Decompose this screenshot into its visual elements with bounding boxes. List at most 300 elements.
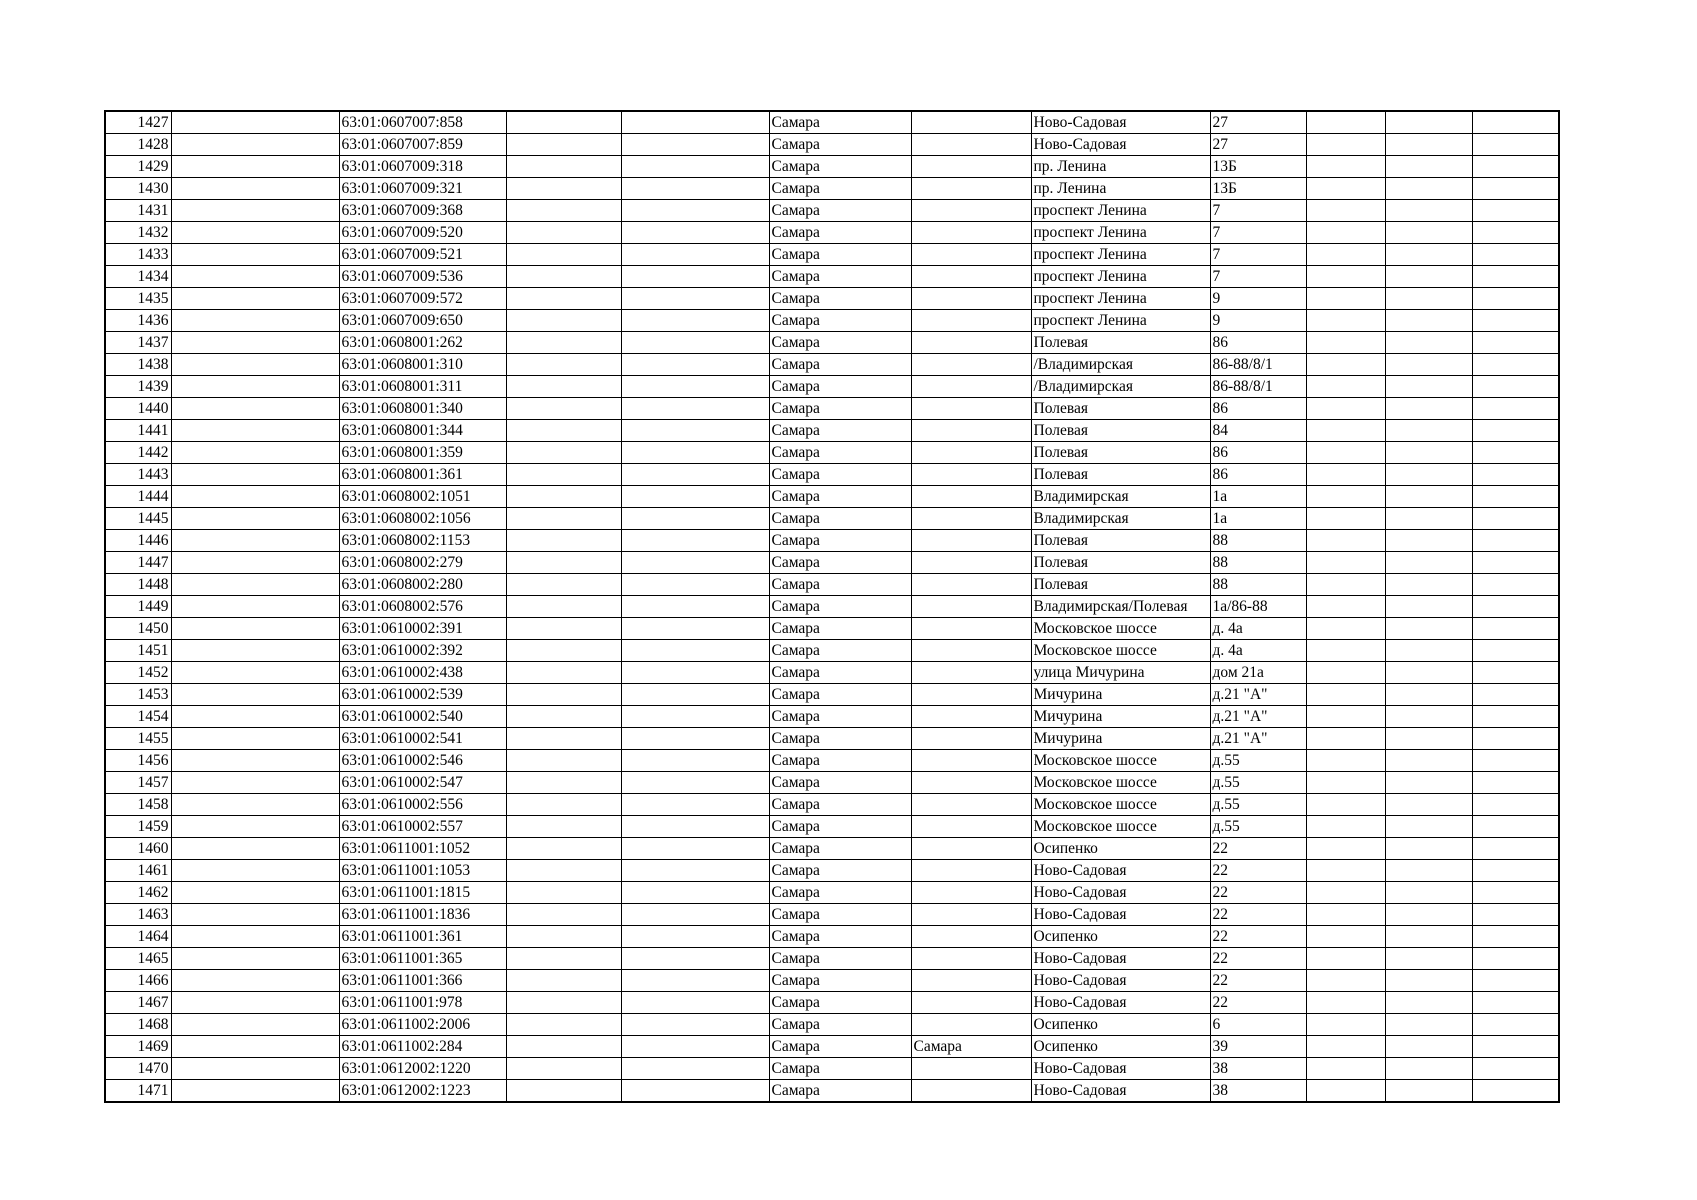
street-cell: Ново-Садовая <box>1031 948 1210 970</box>
street-cell: Полевая <box>1031 442 1210 464</box>
blank-col-10-cell <box>1306 706 1385 728</box>
street-cell: Московское шоссе <box>1031 772 1210 794</box>
blank-col-4-cell <box>506 970 621 992</box>
blank-col-2-cell <box>171 111 339 134</box>
row-number-cell: 1448 <box>105 574 171 596</box>
row-number-cell: 1459 <box>105 816 171 838</box>
row-number-cell: 1462 <box>105 882 171 904</box>
blank-col-4-cell <box>506 288 621 310</box>
blank-col-4-cell <box>506 596 621 618</box>
blank-col-12-cell <box>1472 794 1559 816</box>
house-cell: д.55 <box>1210 772 1306 794</box>
table-row <box>105 684 1559 706</box>
house-cell: 13Б <box>1210 156 1306 178</box>
locality-cell <box>911 222 1031 244</box>
blank-col-2-cell <box>171 1080 339 1103</box>
blank-col-2-cell <box>171 376 339 398</box>
blank-col-5-cell <box>621 310 769 332</box>
locality-cell <box>911 794 1031 816</box>
table-row <box>105 794 1559 816</box>
blank-col-12-cell <box>1472 816 1559 838</box>
blank-col-11-cell <box>1385 838 1472 860</box>
blank-col-10-cell <box>1306 882 1385 904</box>
cadastral-number-cell: 63:01:0610002:540 <box>339 706 506 728</box>
street-cell: Осипенко <box>1031 1036 1210 1058</box>
row-number-cell: 1447 <box>105 552 171 574</box>
blank-col-5-cell <box>621 200 769 222</box>
blank-col-11-cell <box>1385 1080 1472 1103</box>
house-cell: 13Б <box>1210 178 1306 200</box>
row-number-cell: 1464 <box>105 926 171 948</box>
blank-col-4-cell <box>506 310 621 332</box>
cadastral-number-cell: 63:01:0610002:392 <box>339 640 506 662</box>
blank-col-5-cell <box>621 332 769 354</box>
row-number-cell: 1455 <box>105 728 171 750</box>
blank-col-2-cell <box>171 486 339 508</box>
locality-cell <box>911 442 1031 464</box>
row-number-cell: 1437 <box>105 332 171 354</box>
street-cell: Владимирская <box>1031 486 1210 508</box>
house-cell: 22 <box>1210 948 1306 970</box>
row-number-cell: 1466 <box>105 970 171 992</box>
row-number-cell: 1436 <box>105 310 171 332</box>
blank-col-2-cell <box>171 596 339 618</box>
blank-col-10-cell <box>1306 640 1385 662</box>
table-row <box>105 574 1559 596</box>
cadastral-number-cell: 63:01:0610002:557 <box>339 816 506 838</box>
table-row <box>105 266 1559 288</box>
blank-col-11-cell <box>1385 794 1472 816</box>
blank-col-2-cell <box>171 442 339 464</box>
cadastral-number-cell: 63:01:0611001:365 <box>339 948 506 970</box>
house-cell: 9 <box>1210 288 1306 310</box>
street-cell: Владимирская/Полевая <box>1031 596 1210 618</box>
house-cell: 38 <box>1210 1058 1306 1080</box>
row-number-cell: 1454 <box>105 706 171 728</box>
table-row <box>105 948 1559 970</box>
blank-col-12-cell <box>1472 618 1559 640</box>
house-cell: 22 <box>1210 992 1306 1014</box>
locality-cell <box>911 310 1031 332</box>
cadastral-number-cell: 63:01:0610002:547 <box>339 772 506 794</box>
blank-col-11-cell <box>1385 288 1472 310</box>
locality-cell <box>911 1080 1031 1103</box>
cadastral-number-cell: 63:01:0611001:978 <box>339 992 506 1014</box>
row-number-cell: 1441 <box>105 420 171 442</box>
cadastral-number-cell: 63:01:0610002:556 <box>339 794 506 816</box>
blank-col-2-cell <box>171 1014 339 1036</box>
house-cell: 22 <box>1210 904 1306 926</box>
blank-col-2-cell <box>171 530 339 552</box>
table-row <box>105 398 1559 420</box>
blank-col-11-cell <box>1385 354 1472 376</box>
blank-col-4-cell <box>506 794 621 816</box>
table-row <box>105 926 1559 948</box>
blank-col-2-cell <box>171 860 339 882</box>
row-number-cell: 1471 <box>105 1080 171 1103</box>
locality-cell <box>911 574 1031 596</box>
city-cell: Самара <box>769 486 911 508</box>
blank-col-10-cell <box>1306 178 1385 200</box>
street-cell: Ново-Садовая <box>1031 882 1210 904</box>
blank-col-11-cell <box>1385 1058 1472 1080</box>
blank-col-2-cell <box>171 750 339 772</box>
locality-cell: Самара <box>911 1036 1031 1058</box>
street-cell: Осипенко <box>1031 1014 1210 1036</box>
street-cell: Ново-Садовая <box>1031 860 1210 882</box>
row-number-cell: 1446 <box>105 530 171 552</box>
blank-col-4-cell <box>506 1014 621 1036</box>
row-number-cell: 1449 <box>105 596 171 618</box>
blank-col-5-cell <box>621 684 769 706</box>
locality-cell <box>911 728 1031 750</box>
blank-col-4-cell <box>506 178 621 200</box>
blank-col-10-cell <box>1306 728 1385 750</box>
blank-col-11-cell <box>1385 992 1472 1014</box>
locality-cell <box>911 530 1031 552</box>
row-number-cell: 1461 <box>105 860 171 882</box>
house-cell: 1а <box>1210 508 1306 530</box>
city-cell: Самара <box>769 640 911 662</box>
blank-col-4-cell <box>506 1080 621 1103</box>
locality-cell <box>911 111 1031 134</box>
blank-col-5-cell <box>621 596 769 618</box>
blank-col-12-cell <box>1472 684 1559 706</box>
table-row <box>105 904 1559 926</box>
city-cell: Самара <box>769 134 911 156</box>
blank-col-5-cell <box>621 750 769 772</box>
house-cell: 88 <box>1210 552 1306 574</box>
house-cell: 22 <box>1210 926 1306 948</box>
house-cell: 22 <box>1210 838 1306 860</box>
cadastral-number-cell: 63:01:0611001:1053 <box>339 860 506 882</box>
cadastral-number-cell: 63:01:0611001:361 <box>339 926 506 948</box>
blank-col-12-cell <box>1472 134 1559 156</box>
table-row <box>105 442 1559 464</box>
blank-col-11-cell <box>1385 486 1472 508</box>
cadastral-number-cell: 63:01:0608001:361 <box>339 464 506 486</box>
table-row <box>105 816 1559 838</box>
house-cell: 88 <box>1210 530 1306 552</box>
row-number-cell: 1427 <box>105 111 171 134</box>
blank-col-4-cell <box>506 750 621 772</box>
blank-col-11-cell <box>1385 618 1472 640</box>
row-number-cell: 1457 <box>105 772 171 794</box>
street-cell: Полевая <box>1031 530 1210 552</box>
blank-col-12-cell <box>1472 178 1559 200</box>
city-cell: Самара <box>769 156 911 178</box>
table-row <box>105 310 1559 332</box>
blank-col-12-cell <box>1472 860 1559 882</box>
blank-col-5-cell <box>621 442 769 464</box>
row-number-cell: 1432 <box>105 222 171 244</box>
row-number-cell: 1469 <box>105 1036 171 1058</box>
table-row <box>105 332 1559 354</box>
street-cell: Ново-Садовая <box>1031 904 1210 926</box>
blank-col-5-cell <box>621 904 769 926</box>
city-cell: Самара <box>769 288 911 310</box>
house-cell: д.55 <box>1210 816 1306 838</box>
city-cell: Самара <box>769 618 911 640</box>
row-number-cell: 1451 <box>105 640 171 662</box>
blank-col-2-cell <box>171 156 339 178</box>
table-row <box>105 618 1559 640</box>
blank-col-11-cell <box>1385 244 1472 266</box>
cadastral-number-cell: 63:01:0611001:1052 <box>339 838 506 860</box>
table-row <box>105 970 1559 992</box>
city-cell: Самара <box>769 684 911 706</box>
street-cell: Мичурина <box>1031 728 1210 750</box>
blank-col-12-cell <box>1472 332 1559 354</box>
blank-col-2-cell <box>171 904 339 926</box>
row-number-cell: 1460 <box>105 838 171 860</box>
blank-col-5-cell <box>621 354 769 376</box>
table-row <box>105 200 1559 222</box>
blank-col-11-cell <box>1385 134 1472 156</box>
house-cell: 7 <box>1210 200 1306 222</box>
street-cell: Ново-Садовая <box>1031 134 1210 156</box>
table-row <box>105 596 1559 618</box>
blank-col-2-cell <box>171 816 339 838</box>
blank-col-4-cell <box>506 332 621 354</box>
blank-col-2-cell <box>171 1058 339 1080</box>
cadastral-number-cell: 63:01:0608001:262 <box>339 332 506 354</box>
blank-col-4-cell <box>506 838 621 860</box>
blank-col-12-cell <box>1472 772 1559 794</box>
cadastral-number-cell: 63:01:0608002:576 <box>339 596 506 618</box>
blank-col-12-cell <box>1472 970 1559 992</box>
house-cell: 86 <box>1210 442 1306 464</box>
house-cell: 38 <box>1210 1080 1306 1103</box>
city-cell: Самара <box>769 882 911 904</box>
blank-col-2-cell <box>171 332 339 354</box>
cadastral-number-cell: 63:01:0607009:368 <box>339 200 506 222</box>
blank-col-12-cell <box>1472 552 1559 574</box>
cadastral-number-cell: 63:01:0607009:520 <box>339 222 506 244</box>
blank-col-5-cell <box>621 992 769 1014</box>
blank-col-11-cell <box>1385 772 1472 794</box>
blank-col-12-cell <box>1472 1014 1559 1036</box>
locality-cell <box>911 640 1031 662</box>
blank-col-5-cell <box>621 464 769 486</box>
blank-col-2-cell <box>171 266 339 288</box>
blank-col-10-cell <box>1306 926 1385 948</box>
blank-col-2-cell <box>171 244 339 266</box>
city-cell: Самара <box>769 508 911 530</box>
cadastral-number-cell: 63:01:0607009:318 <box>339 156 506 178</box>
locality-cell <box>911 596 1031 618</box>
blank-col-4-cell <box>506 728 621 750</box>
blank-col-4-cell <box>506 706 621 728</box>
cadastral-number-cell: 63:01:0610002:391 <box>339 618 506 640</box>
table-row <box>105 838 1559 860</box>
blank-col-10-cell <box>1306 1014 1385 1036</box>
blank-col-5-cell <box>621 156 769 178</box>
blank-col-2-cell <box>171 838 339 860</box>
blank-col-10-cell <box>1306 1080 1385 1103</box>
blank-col-2-cell <box>171 728 339 750</box>
cadastral-number-cell: 63:01:0608001:340 <box>339 398 506 420</box>
blank-col-11-cell <box>1385 420 1472 442</box>
row-number-cell: 1429 <box>105 156 171 178</box>
cadastral-number-cell: 63:01:0608002:1153 <box>339 530 506 552</box>
blank-col-12-cell <box>1472 376 1559 398</box>
row-number-cell: 1434 <box>105 266 171 288</box>
locality-cell <box>911 618 1031 640</box>
table-row <box>105 552 1559 574</box>
blank-col-4-cell <box>506 508 621 530</box>
cadastral-number-cell: 63:01:0608001:310 <box>339 354 506 376</box>
blank-col-12-cell <box>1472 266 1559 288</box>
blank-col-12-cell <box>1472 596 1559 618</box>
locality-cell <box>911 772 1031 794</box>
blank-col-10-cell <box>1306 266 1385 288</box>
row-number-cell: 1456 <box>105 750 171 772</box>
city-cell: Самара <box>769 442 911 464</box>
locality-cell <box>911 706 1031 728</box>
cadastral-number-cell: 63:01:0608001:344 <box>339 420 506 442</box>
street-cell: Мичурина <box>1031 684 1210 706</box>
cadastral-number-cell: 63:01:0610002:541 <box>339 728 506 750</box>
blank-col-10-cell <box>1306 200 1385 222</box>
cadastral-number-cell: 63:01:0607007:859 <box>339 134 506 156</box>
blank-col-4-cell <box>506 156 621 178</box>
blank-col-5-cell <box>621 1036 769 1058</box>
cadastral-number-cell: 63:01:0607009:521 <box>339 244 506 266</box>
table-row <box>105 464 1559 486</box>
house-cell: 22 <box>1210 970 1306 992</box>
table-row <box>105 178 1559 200</box>
row-number-cell: 1443 <box>105 464 171 486</box>
row-number-cell: 1439 <box>105 376 171 398</box>
table-row <box>105 706 1559 728</box>
row-number-cell: 1463 <box>105 904 171 926</box>
blank-col-12-cell <box>1472 111 1559 134</box>
blank-col-5-cell <box>621 574 769 596</box>
street-cell: Владимирская <box>1031 508 1210 530</box>
locality-cell <box>911 552 1031 574</box>
blank-col-4-cell <box>506 464 621 486</box>
blank-col-12-cell <box>1472 750 1559 772</box>
street-cell: пр. Ленина <box>1031 156 1210 178</box>
blank-col-4-cell <box>506 111 621 134</box>
house-cell: 88 <box>1210 574 1306 596</box>
blank-col-11-cell <box>1385 508 1472 530</box>
locality-cell <box>911 838 1031 860</box>
blank-col-12-cell <box>1472 464 1559 486</box>
blank-col-4-cell <box>506 574 621 596</box>
street-cell: /Владимирская <box>1031 354 1210 376</box>
house-cell: д. 4а <box>1210 640 1306 662</box>
city-cell: Самара <box>769 948 911 970</box>
city-cell: Самара <box>769 816 911 838</box>
locality-cell <box>911 266 1031 288</box>
blank-col-4-cell <box>506 948 621 970</box>
locality-cell <box>911 926 1031 948</box>
blank-col-10-cell <box>1306 442 1385 464</box>
table-body <box>105 111 1559 1102</box>
blank-col-4-cell <box>506 816 621 838</box>
street-cell: Московское шоссе <box>1031 640 1210 662</box>
cadastral-number-cell: 63:01:0611002:2006 <box>339 1014 506 1036</box>
blank-col-4-cell <box>506 772 621 794</box>
blank-col-11-cell <box>1385 574 1472 596</box>
street-cell: Ново-Садовая <box>1031 970 1210 992</box>
street-cell: Полевая <box>1031 552 1210 574</box>
blank-col-10-cell <box>1306 530 1385 552</box>
street-cell: Осипенко <box>1031 926 1210 948</box>
blank-col-11-cell <box>1385 376 1472 398</box>
table-row <box>105 728 1559 750</box>
locality-cell <box>911 486 1031 508</box>
blank-col-11-cell <box>1385 442 1472 464</box>
house-cell: 86 <box>1210 464 1306 486</box>
house-cell: 27 <box>1210 134 1306 156</box>
house-cell: д.55 <box>1210 794 1306 816</box>
locality-cell <box>911 464 1031 486</box>
blank-col-12-cell <box>1472 1058 1559 1080</box>
row-number-cell: 1440 <box>105 398 171 420</box>
blank-col-2-cell <box>171 882 339 904</box>
table-row <box>105 288 1559 310</box>
blank-col-12-cell <box>1472 310 1559 332</box>
house-cell: 22 <box>1210 860 1306 882</box>
blank-col-5-cell <box>621 860 769 882</box>
locality-cell <box>911 948 1031 970</box>
row-number-cell: 1438 <box>105 354 171 376</box>
blank-col-12-cell <box>1472 838 1559 860</box>
blank-col-2-cell <box>171 794 339 816</box>
table-row <box>105 111 1559 134</box>
cadastral-number-cell: 63:01:0612002:1223 <box>339 1080 506 1103</box>
blank-col-10-cell <box>1306 156 1385 178</box>
blank-col-4-cell <box>506 354 621 376</box>
row-number-cell: 1435 <box>105 288 171 310</box>
blank-col-5-cell <box>621 728 769 750</box>
blank-col-12-cell <box>1472 992 1559 1014</box>
city-cell: Самара <box>769 200 911 222</box>
blank-col-4-cell <box>506 420 621 442</box>
blank-col-5-cell <box>621 288 769 310</box>
blank-col-4-cell <box>506 266 621 288</box>
street-cell: пр. Ленина <box>1031 178 1210 200</box>
blank-col-4-cell <box>506 200 621 222</box>
table-row <box>105 662 1559 684</box>
blank-col-5-cell <box>621 618 769 640</box>
street-cell: Полевая <box>1031 420 1210 442</box>
blank-col-12-cell <box>1472 486 1559 508</box>
blank-col-2-cell <box>171 552 339 574</box>
table-row <box>105 1080 1559 1103</box>
blank-col-5-cell <box>621 398 769 420</box>
house-cell: д.55 <box>1210 750 1306 772</box>
blank-col-4-cell <box>506 904 621 926</box>
city-cell: Самара <box>769 354 911 376</box>
blank-col-10-cell <box>1306 354 1385 376</box>
cadastral-number-cell: 63:01:0607009:572 <box>339 288 506 310</box>
city-cell: Самара <box>769 1058 911 1080</box>
city-cell: Самара <box>769 992 911 1014</box>
blank-col-2-cell <box>171 706 339 728</box>
blank-col-5-cell <box>621 838 769 860</box>
blank-col-11-cell <box>1385 728 1472 750</box>
locality-cell <box>911 904 1031 926</box>
locality-cell <box>911 508 1031 530</box>
street-cell: проспект Ленина <box>1031 310 1210 332</box>
table-row <box>105 222 1559 244</box>
blank-col-10-cell <box>1306 134 1385 156</box>
house-cell: 84 <box>1210 420 1306 442</box>
